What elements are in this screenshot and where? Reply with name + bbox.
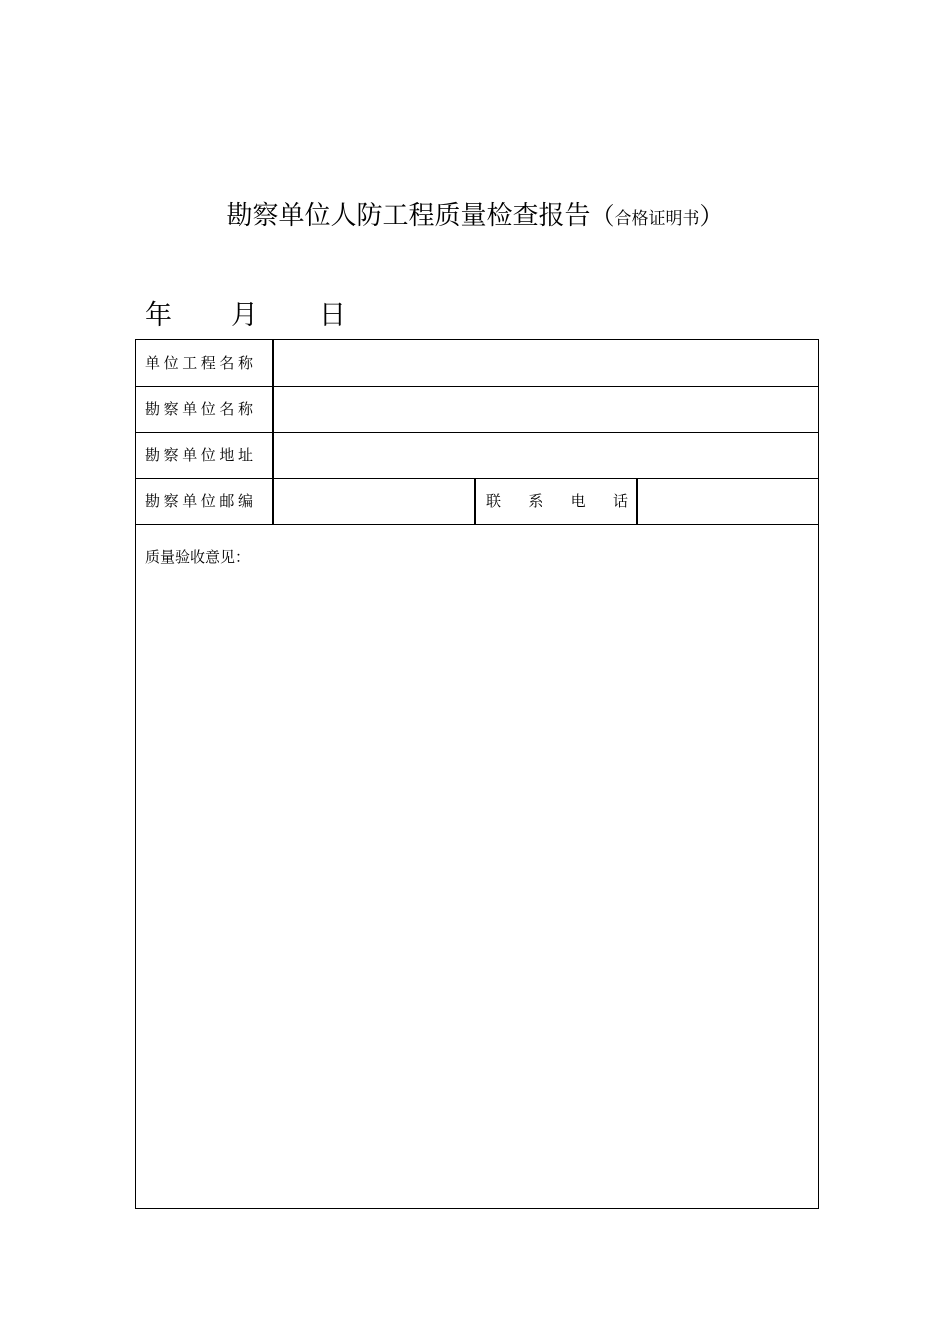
phone-field[interactable] — [638, 478, 818, 524]
date-line — [145, 298, 346, 334]
form-row-survey-unit-name — [136, 386, 818, 433]
survey-unit-address-field[interactable] — [274, 432, 818, 478]
title-paren-close: ） — [699, 202, 724, 230]
document-title — [0, 196, 950, 239]
date-day-label: 日 — [319, 300, 346, 331]
survey-unit-postcode-label: 勘察单位邮编 — [145, 492, 257, 510]
inspection-form — [135, 339, 819, 1209]
title-main: 勘察单位人防工程质量检查报告 — [226, 201, 591, 231]
quality-opinion-field[interactable] — [145, 572, 805, 1192]
phone-label — [476, 478, 636, 524]
phone-label-char: 电 — [570, 492, 586, 510]
quality-opinion-label: 质量验收意见： — [145, 548, 251, 566]
phone-label-char: 话 — [612, 492, 628, 510]
phone-label-char: 联 — [486, 492, 502, 510]
project-name-field[interactable] — [274, 340, 818, 386]
form-row-postcode-phone — [136, 478, 818, 525]
date-year-label: 年 — [145, 300, 172, 331]
title-paren-open: （ — [590, 202, 615, 230]
date-month-label: 月 — [231, 300, 258, 331]
survey-unit-postcode-field[interactable] — [274, 478, 474, 524]
title-subtitle: 合格证明书 — [614, 209, 700, 229]
survey-unit-name-field[interactable] — [274, 386, 818, 432]
form-row-survey-unit-address — [136, 432, 818, 479]
survey-unit-name-label: 勘察单位名称 — [145, 400, 257, 418]
survey-unit-address-label: 勘察单位地址 — [145, 446, 257, 464]
form-row-project-name — [136, 340, 818, 387]
phone-label-char: 系 — [528, 492, 544, 510]
project-name-label: 单位工程名称 — [145, 354, 257, 372]
